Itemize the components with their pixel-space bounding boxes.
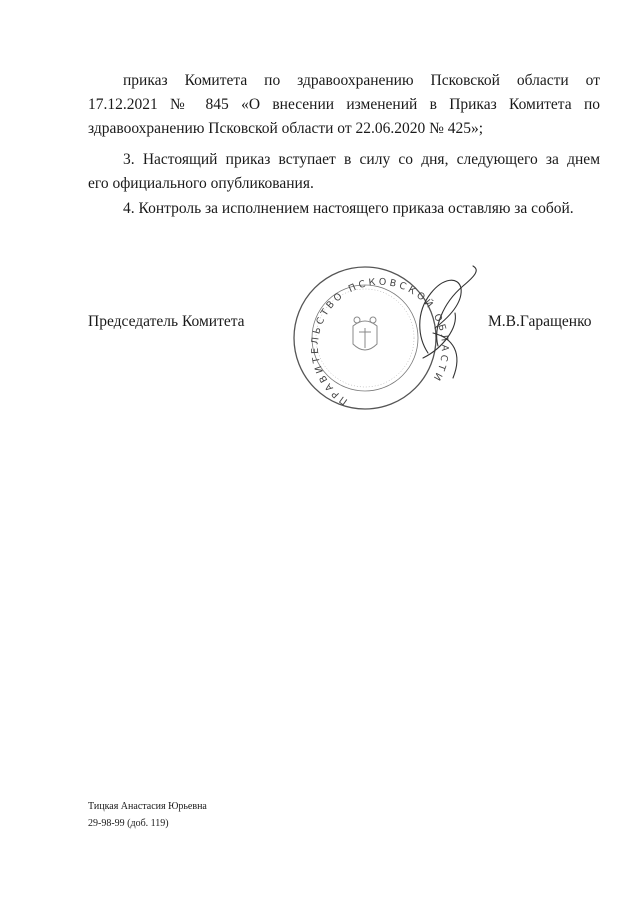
- paragraph-2-line-3: здравоохранению Псковской области от 22.06.2020 № 425»;: [88, 120, 484, 137]
- signatory-title: Председатель Комитета: [88, 313, 245, 330]
- official-seal-with-signature: [283, 258, 483, 418]
- paragraph-3-line-2: его официального опубликования.: [88, 175, 314, 192]
- executor-phone: 29-98-99 (доб. 119): [88, 818, 169, 829]
- signatory-name: М.В.Гаращенко: [488, 313, 592, 330]
- paragraph-2-line-1: приказ Комитета по здравоохранению Псковской области от: [123, 72, 600, 89]
- executor-name: Тицкая Анастасия Юрьевна: [88, 801, 207, 812]
- seal-emblem-icon: [353, 317, 377, 350]
- paragraph-4: 4. Контроль за исполнением настоящего приказа оставляю за собой.: [123, 200, 574, 217]
- paragraph-2-line-2: 17.12.2021 № 845 «О внесении изменений в Приказ Комитета по: [88, 96, 600, 113]
- paragraph-3-line-1: 3. Настоящий приказ вступает в силу со дня, следующего за днем: [123, 151, 600, 168]
- seal-outer-text: ПРАВИТЕЛЬСТВО ПСКОВСКОЙ ОБЛАСТИ: [309, 276, 451, 407]
